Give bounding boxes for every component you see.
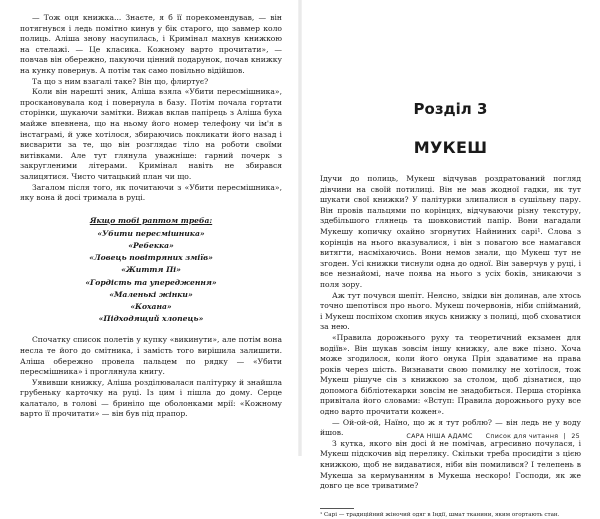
paragraph: Уявивши книжку, Аліша розділювалася палітурку й знайшла грубеньку карточку на руці. Із цим і пішла до дому. Серце калатало, в голові — бриніло ще оболонками мрії: «Кожному варто її прочитати» — він був під прапор. bbox=[20, 377, 282, 419]
reading-list-item: «Гордість та упередження» bbox=[85, 277, 217, 287]
reading-list-item: «Кохана» bbox=[130, 301, 172, 311]
reading-list-item: «Ловець повітряних зміїв» bbox=[89, 253, 213, 263]
paragraph: Та що з ним взагалі таке? Він що, флиртує? bbox=[32, 76, 209, 86]
reading-list-title: Якщо тобі раптом треба: bbox=[89, 215, 213, 225]
reading-list bbox=[20, 228, 282, 326]
reading-list-item: «Життя Пі» bbox=[121, 265, 181, 275]
chapter-title: МУКЕШ bbox=[413, 138, 488, 157]
paragraph: Спочатку список полетів у купку «викинути», але потім вона несла те його до смітника, і замість того вирішила залишити. Аліша обережно провела пальцем по рядку — «Убити пересмішника» і проглянула книгу. bbox=[20, 335, 282, 377]
page-number: 25 bbox=[571, 433, 580, 440]
left-top-text bbox=[20, 13, 282, 204]
left-bottom-text bbox=[20, 335, 282, 420]
footnote: ¹ Сарі — традиційний жіночий одяг в Індії, шмат тканини, яким огортають стан. bbox=[320, 511, 560, 518]
left-page bbox=[0, 0, 300, 456]
chapter-label: Розділ 3 bbox=[413, 100, 488, 118]
paragraph: «Правила дорожнього руху та теоретичний екзамен для водіїв». Він шукав зовсім іншу книжку, але вже пізно. Хоча може згодилося, коли його онука Прія здаватиме на права років через шість. Визнавати свою помилку не хотілося, тож Мукеш рішуче сів з книжкою за столом, щоб дізнатися, що допомога бібліотекарки зовсім не знадобиться. Перша сторінка привітала його словами: «Вступ: Правила дорожнього руху все одно варто прочитати кожен». bbox=[320, 332, 581, 417]
paragraph: — Ой-ой-ой, Наїно, що ж я тут роблю? — він ледь не у воду йшов. bbox=[320, 417, 581, 438]
right-page bbox=[300, 0, 600, 518]
paragraph: Аж тут почувся шепіт. Неясно, звідки він долинав, але хтось точно шепотівся про нього. Мукеш почервонів, ніби спійманий, і Мукеш поспіхом схопив якусь книжку з полиці, щоб сховатися за нею. bbox=[320, 290, 581, 332]
paragraph: Ідучи до полиць, Мукеш відчував роздратований погляд дівчини на своїй потилиці. Він не мав жодної гадки, як тут шукати свої книжки? У палітурки злипалися в сушільну пару. Він провів пальцями по корінцях, відчуваючи різну текстуру, здебільшого глянець та шовковистий папір. Вони нагадали Мукешу копичку охайно згорнутих Найниних сарі¹. Слова з корінців на нього вказувалися, і він з повагою все намагався витягти, насміхаючись. Вони немов знали, що Мукеш тут не згоден. Усі книжки тиснули одна до одної. Він заверчув у руці, і все незнайомі, наче поява на нього з усіх боків, зникаючи з поля зору. bbox=[320, 174, 581, 289]
reading-list-item: «Підходящий хлопець» bbox=[98, 314, 204, 324]
reading-list-item: «Ребекка» bbox=[128, 240, 174, 250]
paragraph: Загалом після того, як почитаючи з «Убити пересмішника», яку вона й досі тримала в руці. bbox=[20, 182, 282, 203]
reading-list-item: «Убити пересмішника» bbox=[97, 228, 205, 238]
running-footer bbox=[406, 433, 580, 440]
chapter-body bbox=[320, 174, 581, 492]
reading-list-item: «Маленькі жінки» bbox=[109, 289, 193, 299]
paragraph: — Тож оця книжка... Знаєте, я б її порекомендував, — він потягнувся і ледь помітно кинув у бік старого, що завмер коло полиць. Аліша знову насупилась, і Кримінал махнув книжкою на стелажі. — Це класика. Кожному варто прочитати», — повчав він обережно, пакуючи цінний подарунок, почав книжку на кунку повернув. А потім так само повільно відійшов. bbox=[20, 13, 282, 75]
paragraph: З кутка, якого він досі й не помічав, агресивно почулася, і Мукеш підскочив від переляку. Скільки треба просидіти з цією книжкою, щоб не видаватися, ніби він помилився? І телепень в Мукеша за кермуванням в Мукеша нескоро! Господи, як же довго це все триватиме? bbox=[320, 438, 581, 491]
footnote-rule bbox=[320, 508, 354, 509]
footer-separator bbox=[478, 433, 480, 440]
paragraph: Коли він нарешті зник, Аліша взяла «Убити пересмішника», проскановувала код і повернула в базу. Потім почала гортати сторінки, шукаючи замітки. Вижав вклав папірець з Аліша буха майже впевнена, що на ньому його номер телефону чи ім'я в інстаграмі, й уже хотілося, збираючись покликати його назад і висварити за те, що він розглядає тіло на роботи своїми витівками. Але тут глянула уважніше: гарний почерк з закругленими літерами. Кримінал навіть не збирався залицятися. Чисто читацький план чи що. bbox=[20, 87, 282, 181]
footer-book-title: Список для читання bbox=[485, 433, 559, 440]
footer-author: САРА НІША АДАМС bbox=[406, 433, 473, 440]
footer-divider: | bbox=[563, 433, 567, 440]
